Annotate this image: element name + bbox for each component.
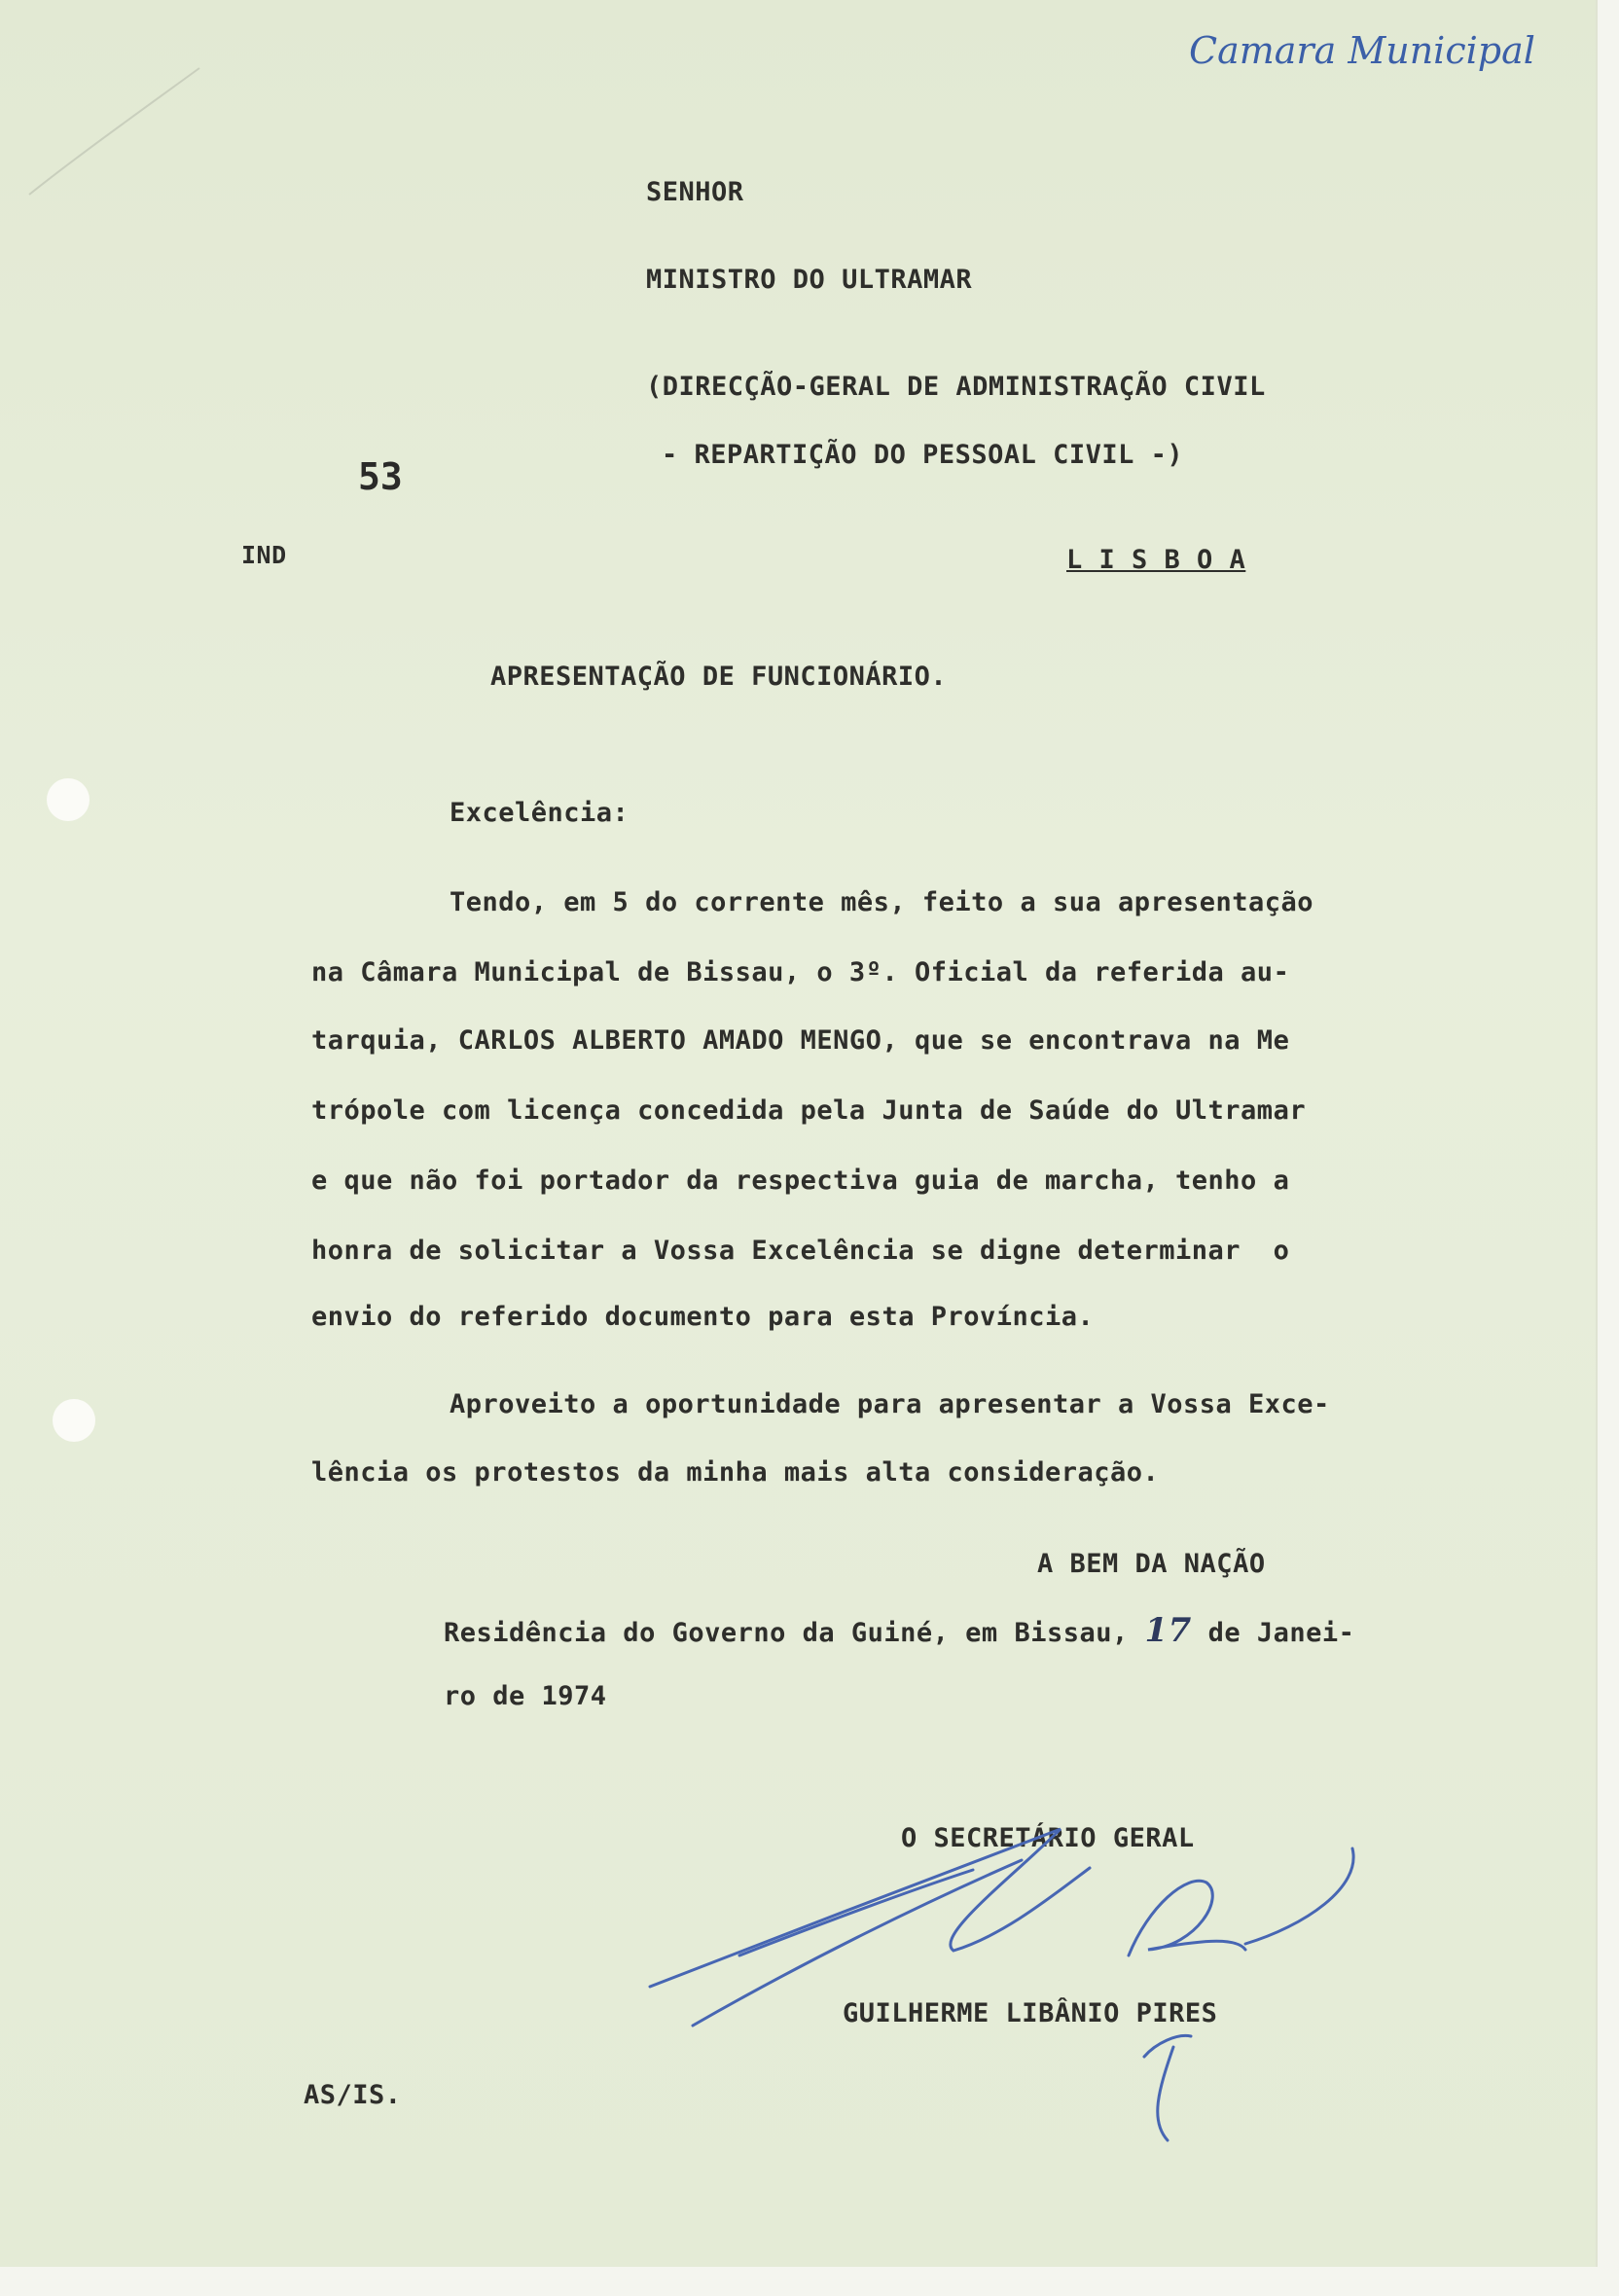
- body-line: na Câmara Municipal de Bissau, o 3º. Oficial da referida au-: [311, 957, 1290, 987]
- body-line: envio do referido documento para esta Província.: [311, 1302, 1095, 1332]
- document-number: 53: [358, 455, 403, 498]
- typist-initials: AS/IS.: [304, 2080, 402, 2110]
- handwritten-annotation: Camara Municipal: [1189, 29, 1535, 72]
- closing-phrase: A BEM DA NAÇÃO: [1037, 1549, 1266, 1579]
- addressee-line-4: - REPARTIÇÃO DO PESSOAL CIVIL -): [662, 440, 1184, 470]
- place-date-text: Residência do Governo da Guiné, em Bissau,: [444, 1618, 1129, 1648]
- body-line: Tendo, em 5 do corrente mês, feito a sua apresentação: [450, 887, 1314, 917]
- handwritten-day: 17: [1144, 1611, 1192, 1650]
- body-line: tarquia, CARLOS ALBERTO AMADO MENGO, que se encontrava na Me: [311, 1025, 1290, 1056]
- signature-title: O SECRETÁRIO GERAL: [901, 1823, 1195, 1853]
- body-line: Aproveito a oportunidade para apresentar a Vossa Exce-: [450, 1389, 1330, 1419]
- body-line: lência os protestos da minha mais alta consideração.: [311, 1457, 1160, 1488]
- addressee-city: L I S B O A: [1066, 545, 1246, 575]
- salutation: Excelência:: [450, 798, 630, 828]
- addressee-line-1: SENHOR: [646, 177, 744, 207]
- place-date-text-after: de Janei-: [1207, 1618, 1355, 1648]
- body-line: trópole com licença concedida pela Junta de Saúde do Ultramar: [311, 1095, 1307, 1126]
- subject-line: APRESENTAÇÃO DE FUNCIONÁRIO.: [490, 662, 948, 692]
- addressee-line-2: MINISTRO DO ULTRAMAR: [646, 265, 973, 295]
- body-line: honra de solicitar a Vossa Excelência se digne determinar o: [311, 1236, 1290, 1266]
- place-date-line-2: ro de 1974: [444, 1681, 607, 1711]
- signature-name: GUILHERME LIBÂNIO PIRES: [843, 1998, 1218, 2028]
- addressee-line-3: (DIRECÇÃO-GERAL DE ADMINISTRAÇÃO CIVIL: [646, 372, 1266, 402]
- reference-code: IND: [241, 541, 287, 569]
- body-line: e que não foi portador da respectiva guia de marcha, tenho a: [311, 1166, 1290, 1196]
